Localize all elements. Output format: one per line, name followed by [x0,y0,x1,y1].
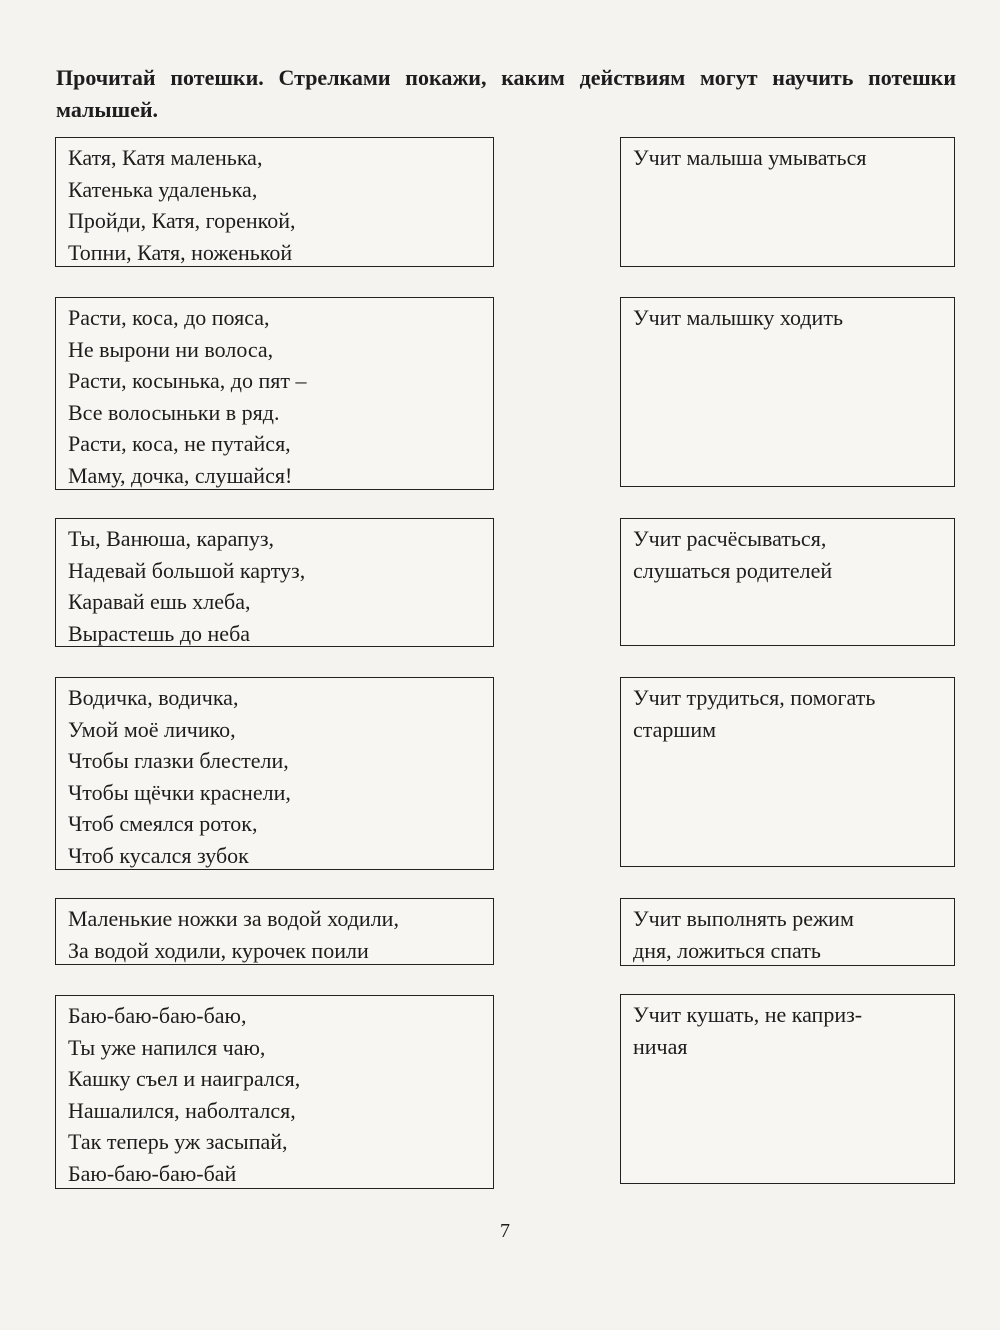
poem-line: Чтоб смеялся роток, [68,811,258,836]
poem-line: Чтоб кусался зубок [68,842,249,868]
poem-line: Каравай ешь хлеба, [68,589,251,614]
poem-box-6[interactable] [55,995,494,1189]
poem-line: Маму, дочка, слушайся! [68,462,293,488]
poem-line: Нашалился, наболтался, [68,1097,296,1123]
poem-line: Водичка, водичка, [68,685,239,710]
poem-line: Кашку съел и наигрался, [68,1066,301,1091]
poem-line: Не вырони ни волоса, [68,336,274,362]
poem-line: Расти, коса, до пояса, [68,305,270,330]
action-box-sleep[interactable] [620,898,955,966]
poem-box-3[interactable] [55,518,494,647]
action-line: Учит трудиться, помогать [633,685,876,710]
poem-line: Маленькие ножки за водой ходили, [68,906,399,931]
page-number: 7 [500,1220,510,1242]
poem-line: Вырастешь до неба [68,620,251,646]
poem-line: Все волосыньки в ряд. [68,399,280,425]
poem-line: За водой ходили, курочек поили [68,937,369,963]
poem-line: Чтобы глазки блестели, [68,748,289,773]
action-line: ничая [633,1033,688,1059]
action-line: Учит малыша умываться [633,145,867,170]
action-line: Учит малышку ходить [633,305,843,330]
action-box-comb[interactable] [620,518,955,646]
poem-line: Ты, Ванюша, карапуз, [68,526,275,551]
poem-box-4[interactable] [55,677,494,870]
poem-box-1[interactable] [55,137,494,267]
action-box-walk[interactable] [620,297,955,487]
action-box-wash[interactable] [620,137,955,267]
poem-line: Катя, Катя маленька, [68,145,263,170]
poem-box-2[interactable] [55,297,494,490]
action-box-eat[interactable] [620,994,955,1184]
action-line: Учит выполнять режим [633,906,854,931]
poem-box-5[interactable] [55,898,494,965]
action-box-work[interactable] [620,677,955,867]
poem-line: Ты уже напился чаю, [68,1034,266,1060]
poem-line: Баю-баю-баю-бай [68,1160,237,1186]
poem-line: Чтобы щёчки краснели, [68,779,291,805]
action-line: дня, ложиться спать [633,937,821,963]
action-line: Учит расчёсываться, [633,526,827,551]
poem-line: Баю-баю-баю-баю, [68,1003,247,1028]
task-instruction: Прочитай потешки. Стрелками покажи, каким действиям могут научить потешки малышей. [56,65,956,122]
poem-line: Расти, коса, не путайся, [68,431,291,456]
poem-line: Расти, косынька, до пят – [68,368,307,393]
poem-line: Пройди, Катя, горенкой, [68,208,296,233]
poem-line: Топни, Катя, ноженькой [68,239,293,265]
poem-line: Катенька удаленька, [68,176,258,202]
action-line: слушаться родителей [633,557,833,583]
poem-line: Надевай большой картуз, [68,557,306,583]
poem-line: Так теперь уж засыпай, [68,1129,288,1154]
action-line: старшим [633,716,717,742]
poem-line: Умой моё личико, [68,716,236,742]
action-line: Учит кушать, не каприз- [633,1002,863,1027]
